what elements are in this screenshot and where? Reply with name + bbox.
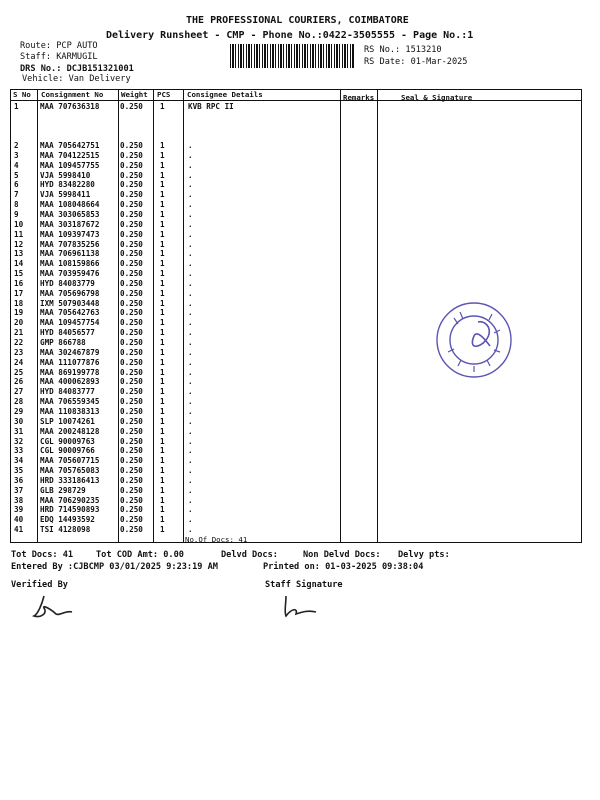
table-row xyxy=(10,328,210,338)
row-consignee-details: . xyxy=(188,505,193,515)
row-weight: 0.250 xyxy=(120,406,143,416)
row-pcs: 1 xyxy=(160,515,165,525)
col-divider xyxy=(377,89,378,543)
table-row xyxy=(10,259,210,269)
row-sno: 20 xyxy=(14,318,24,328)
table-row xyxy=(10,279,210,289)
row-consignment-no: MAA 706290235 xyxy=(40,495,100,505)
rs-number: RS No.: 1513210 xyxy=(364,45,442,55)
row-weight: 0.250 xyxy=(120,180,143,190)
row-pcs: 1 xyxy=(160,347,165,357)
row-pcs: 1 xyxy=(160,288,165,298)
row-sno: 28 xyxy=(14,397,24,407)
col-header-consignment: Consignment No xyxy=(41,90,104,99)
row-pcs: 1 xyxy=(160,150,165,160)
row-weight: 0.250 xyxy=(120,456,143,466)
table-row xyxy=(10,308,210,318)
total-docs: Tot Docs: 41 xyxy=(11,550,74,560)
staff-signature xyxy=(278,592,328,622)
row-sno: 16 xyxy=(14,278,24,288)
row-weight: 0.250 xyxy=(120,367,143,377)
table-row xyxy=(10,427,210,437)
row-consignment-no: HYD 84083777 xyxy=(40,387,95,397)
staff-label: Staff: KARMUGIL xyxy=(20,52,98,62)
row-pcs: 1 xyxy=(160,298,165,308)
row-weight: 0.250 xyxy=(120,357,143,367)
no-of-docs: No.Of Docs: 41 xyxy=(185,535,248,544)
row-pcs: 1 xyxy=(160,249,165,259)
delivered-docs: Delvd Docs: xyxy=(221,550,278,560)
row-consignment-no: MAA 705642751 xyxy=(40,141,100,150)
row-consignee-details: . xyxy=(188,278,193,288)
table-row xyxy=(10,180,210,190)
row-sno: 5 xyxy=(14,170,19,180)
row-consignee-details: . xyxy=(188,495,193,505)
table-row xyxy=(10,496,210,506)
row-consignee-details: . xyxy=(188,328,193,338)
row-consignment-no: MAA 869199778 xyxy=(40,367,100,377)
row-pcs: 1 xyxy=(160,505,165,515)
table-row xyxy=(10,230,210,240)
row-sno: 8 xyxy=(14,200,19,210)
route-label: Route: PCP AUTO xyxy=(20,41,98,51)
row-consignee-details: . xyxy=(188,269,193,279)
row-sno: 7 xyxy=(14,190,19,200)
company-name: THE PROFESSIONAL COURIERS, COIMBATORE xyxy=(186,15,409,26)
row-pcs: 1 xyxy=(160,436,165,446)
row-consignee-details: . xyxy=(188,170,193,180)
row-pcs: 1 xyxy=(160,456,165,466)
row-consignment-no: MAA 108159866 xyxy=(40,259,100,269)
row-consignee-details: . xyxy=(188,347,193,357)
row-consignee-details: . xyxy=(188,219,193,229)
row-weight: 0.250 xyxy=(120,387,143,397)
row-consignee-details: . xyxy=(188,298,193,308)
table-row xyxy=(10,368,210,378)
row-consignment-no: MAA 706961138 xyxy=(40,249,100,259)
row-weight: 0.250 xyxy=(120,475,143,485)
row-consignment-no: HYD 84056577 xyxy=(40,328,95,338)
row-pcs: 1 xyxy=(160,141,165,150)
row-weight: 0.250 xyxy=(120,436,143,446)
row-pcs: 1 xyxy=(160,357,165,367)
table-row xyxy=(10,141,210,151)
row-weight: 0.250 xyxy=(120,416,143,426)
row-sno: 36 xyxy=(14,475,24,485)
row-weight: 0.250 xyxy=(120,288,143,298)
row-consignee-details: . xyxy=(188,466,193,476)
row-sno: 3 xyxy=(14,150,19,160)
row-weight: 0.250 xyxy=(120,269,143,279)
row-sno: 10 xyxy=(14,219,24,229)
row-weight: 0.250 xyxy=(120,200,143,210)
row-consignment-no: MAA 303187672 xyxy=(40,219,100,229)
row-consignee-details: . xyxy=(188,377,193,387)
row-pcs: 1 xyxy=(160,525,165,535)
row-consignment-no: SLP 10074261 xyxy=(40,416,95,426)
row-sno: 2 xyxy=(14,141,19,150)
table-row xyxy=(10,437,210,447)
row-consignment-no: MAA 706559345 xyxy=(40,397,100,407)
row-sno: 37 xyxy=(14,485,24,495)
row-consignee-details: . xyxy=(188,515,193,525)
row-consignment-no: TSI 4128098 xyxy=(40,525,91,535)
row-consignment-no: GMP 866788 xyxy=(40,338,86,347)
row-sno: 34 xyxy=(14,456,24,466)
table-row xyxy=(10,358,210,368)
row-consignee-details: . xyxy=(188,288,193,298)
row-consignment-no: MAA 707636318 xyxy=(40,102,100,111)
row-consignment-no: MAA 400062893 xyxy=(40,377,100,387)
row-consignee-details: . xyxy=(188,436,193,446)
row-consignment-no: MAA 705642763 xyxy=(40,308,100,318)
table-row xyxy=(10,456,210,466)
row-pcs: 1 xyxy=(160,446,165,456)
row-weight: 0.250 xyxy=(120,446,143,456)
row-sno: 22 xyxy=(14,338,24,347)
row-consignee-details: . xyxy=(188,200,193,210)
row-pcs: 1 xyxy=(160,495,165,505)
row-weight: 0.250 xyxy=(120,466,143,476)
table-row xyxy=(10,387,210,397)
table-row xyxy=(10,171,210,181)
row-weight: 0.250 xyxy=(120,259,143,269)
row-sno: 23 xyxy=(14,347,24,357)
row-sno: 1 xyxy=(14,102,19,111)
row-pcs: 1 xyxy=(160,308,165,318)
row-pcs: 1 xyxy=(160,239,165,249)
table-row xyxy=(10,446,210,456)
row-weight: 0.250 xyxy=(120,347,143,357)
row-weight: 0.250 xyxy=(120,308,143,318)
table-row xyxy=(10,397,210,407)
table-row xyxy=(10,377,210,387)
row-weight: 0.250 xyxy=(120,190,143,200)
table-row xyxy=(10,515,210,525)
row-weight: 0.250 xyxy=(120,219,143,229)
row-consignment-no: GLB 298729 xyxy=(40,485,86,495)
row-pcs: 1 xyxy=(160,269,165,279)
row-pcs: 1 xyxy=(160,180,165,190)
row-sno: 19 xyxy=(14,308,24,318)
row-pcs: 1 xyxy=(160,229,165,239)
row-weight: 0.250 xyxy=(120,229,143,239)
row-weight: 0.250 xyxy=(120,278,143,288)
row-weight: 0.250 xyxy=(120,298,143,308)
row-consignment-no: MAA 703959476 xyxy=(40,269,100,279)
row-sno: 35 xyxy=(14,466,24,476)
row-sno: 24 xyxy=(14,357,24,367)
row-consignee-details: . xyxy=(188,180,193,190)
row-consignee-details: . xyxy=(188,367,193,377)
row-pcs: 1 xyxy=(160,318,165,328)
row-pcs: 1 xyxy=(160,377,165,387)
row-consignee-details: . xyxy=(188,259,193,269)
row-consignee-details: . xyxy=(188,150,193,160)
table-row xyxy=(10,476,210,486)
table-row xyxy=(10,318,210,328)
table-row xyxy=(10,161,210,171)
row-pcs: 1 xyxy=(160,200,165,210)
entered-by: Entered By :CJBCMP 03/01/2025 9:23:19 AM xyxy=(11,562,218,572)
table-row xyxy=(10,417,210,427)
row-sno: 9 xyxy=(14,209,19,219)
row-consignment-no: MAA 111077876 xyxy=(40,357,100,367)
table-row xyxy=(10,505,210,515)
row-weight: 0.250 xyxy=(120,239,143,249)
table-row xyxy=(10,407,210,417)
row-sno: 4 xyxy=(14,160,19,170)
row-sno: 32 xyxy=(14,436,24,446)
row-consignment-no: CGL 90009763 xyxy=(40,436,95,446)
row-pcs: 1 xyxy=(160,426,165,436)
row-consignment-no: HYD 83482280 xyxy=(40,180,95,190)
table-row xyxy=(10,289,210,299)
row-consignment-no: MAA 303065853 xyxy=(40,209,100,219)
row-sno: 18 xyxy=(14,298,24,308)
row-weight: 0.250 xyxy=(120,249,143,259)
row-weight: 0.250 xyxy=(120,141,143,150)
row-weight: 0.250 xyxy=(120,160,143,170)
row-consignee-details: . xyxy=(188,525,193,535)
row-consignee-details: . xyxy=(188,475,193,485)
table-row xyxy=(10,151,210,161)
rs-date: RS Date: 01-Mar-2025 xyxy=(364,57,468,67)
row-sno: 39 xyxy=(14,505,24,515)
table-row xyxy=(10,210,210,220)
row-pcs: 1 xyxy=(160,406,165,416)
row-pcs: 1 xyxy=(160,475,165,485)
row-consignee-details: . xyxy=(188,387,193,397)
table-row xyxy=(10,190,210,200)
row-sno: 6 xyxy=(14,180,19,190)
row-weight: 0.250 xyxy=(120,150,143,160)
row-weight: 0.250 xyxy=(120,485,143,495)
col-header-remarks: Remarks xyxy=(343,93,375,102)
row-pcs: 1 xyxy=(160,209,165,219)
row-sno: 40 xyxy=(14,515,24,525)
row-weight: 0.250 xyxy=(120,377,143,387)
row-pcs: 1 xyxy=(160,219,165,229)
row-consignment-no: VJA 5998410 xyxy=(40,170,91,180)
col-header-sno: S No xyxy=(13,90,31,99)
row-sno: 21 xyxy=(14,328,24,338)
row-pcs: 1 xyxy=(160,397,165,407)
row-sno: 27 xyxy=(14,387,24,397)
row-consignee-details: . xyxy=(188,318,193,328)
drs-number: DRS No.: DCJB151321001 xyxy=(20,64,134,74)
row-consignee-details: . xyxy=(188,426,193,436)
row-sno: 17 xyxy=(14,288,24,298)
col-header-pcs: PCS xyxy=(157,90,171,99)
row-consignment-no: EDQ 14493592 xyxy=(40,515,95,525)
barcode xyxy=(230,44,355,68)
table-row xyxy=(10,348,210,358)
row-pcs: 1 xyxy=(160,485,165,495)
row-consignee-details: . xyxy=(188,239,193,249)
row-consignee-details: . xyxy=(188,397,193,407)
row-pcs: 1 xyxy=(160,416,165,426)
runsheet-title: Delivery Runsheet - CMP - Phone No.:0422-3505555 - Page No.:1 xyxy=(106,30,474,41)
row-sno: 31 xyxy=(14,426,24,436)
delivery-points: Delvy pts: xyxy=(398,550,450,560)
row-consignment-no: MAA 707835256 xyxy=(40,239,100,249)
col-header-consignee: Consignee Details xyxy=(187,90,263,99)
row-weight: 0.250 xyxy=(120,505,143,515)
row-consignment-no: MAA 109397473 xyxy=(40,229,100,239)
row-pcs: 1 xyxy=(160,338,165,347)
row-consignee-details: . xyxy=(188,190,193,200)
col-header-seal: Seal & Signature xyxy=(401,93,473,102)
row-consignment-no: HRD 333186413 xyxy=(40,475,100,485)
row-sno: 26 xyxy=(14,377,24,387)
row-pcs: 1 xyxy=(160,328,165,338)
table-row xyxy=(10,338,210,348)
row-consignee-details: . xyxy=(188,209,193,219)
row-pcs: 1 xyxy=(160,367,165,377)
row-consignment-no: MAA 109457754 xyxy=(40,318,100,328)
verifier-signature xyxy=(30,592,80,622)
row-consignment-no: MAA 109457755 xyxy=(40,160,100,170)
row-consignee-details: KVB RPC II xyxy=(188,102,234,111)
row-sno: 30 xyxy=(14,416,24,426)
row-consignment-no: MAA 302467879 xyxy=(40,347,100,357)
col-divider xyxy=(340,89,341,543)
row-pcs: 1 xyxy=(160,278,165,288)
row-weight: 0.250 xyxy=(120,495,143,505)
row-consignment-no: IXM 507903448 xyxy=(40,298,100,308)
row-consignment-no: MAA 200248128 xyxy=(40,426,100,436)
row-sno: 33 xyxy=(14,446,24,456)
bank-seal-stamp xyxy=(434,300,514,380)
row-weight: 0.250 xyxy=(120,209,143,219)
table-row xyxy=(10,299,210,309)
row-sno: 11 xyxy=(14,229,24,239)
row-pcs: 1 xyxy=(160,190,165,200)
non-delivered-docs: Non Delvd Docs: xyxy=(303,550,381,560)
row-sno: 38 xyxy=(14,495,24,505)
table-row xyxy=(10,240,210,250)
table-row xyxy=(10,525,210,535)
row-weight: 0.250 xyxy=(120,426,143,436)
row-consignee-details: . xyxy=(188,416,193,426)
row-weight: 0.250 xyxy=(120,338,143,347)
row-sno: 25 xyxy=(14,367,24,377)
row-sno: 13 xyxy=(14,249,24,259)
vehicle-label: Vehicle: Van Delivery xyxy=(22,74,131,84)
header-divider xyxy=(10,100,582,101)
row-consignment-no: MAA 110838313 xyxy=(40,406,100,416)
row-consignment-no: MAA 705696798 xyxy=(40,288,100,298)
row-sno: 15 xyxy=(14,269,24,279)
row-consignee-details: . xyxy=(188,456,193,466)
verified-by-label: Verified By xyxy=(11,580,68,590)
row-weight: 0.250 xyxy=(120,328,143,338)
row-consignee-details: . xyxy=(188,485,193,495)
row-consignment-no: MAA 108048664 xyxy=(40,200,100,210)
row-pcs: 1 xyxy=(160,102,165,111)
table-row xyxy=(10,249,210,259)
table-row xyxy=(10,269,210,279)
row-pcs: 1 xyxy=(160,160,165,170)
row-weight: 0.250 xyxy=(120,318,143,328)
printed-on: Printed on: 01-03-2025 09:38:04 xyxy=(263,562,424,572)
row-weight: 0.250 xyxy=(120,102,143,111)
row-weight: 0.250 xyxy=(120,397,143,407)
row-consignee-details: . xyxy=(188,160,193,170)
staff-signature-label: Staff Signature xyxy=(265,580,343,590)
row-weight: 0.250 xyxy=(120,170,143,180)
row-weight: 0.250 xyxy=(120,515,143,525)
row-sno: 12 xyxy=(14,239,24,249)
row-sno: 29 xyxy=(14,406,24,416)
row-pcs: 1 xyxy=(160,387,165,397)
total-cod: Tot COD Amt: 0.00 xyxy=(96,550,184,560)
row-pcs: 1 xyxy=(160,466,165,476)
row-consignment-no: MAA 705765083 xyxy=(40,466,100,476)
table-row xyxy=(10,220,210,230)
row-consignment-no: MAA 705607715 xyxy=(40,456,100,466)
row-consignee-details: . xyxy=(188,406,193,416)
row-consignment-no: MAA 704122515 xyxy=(40,150,100,160)
row-weight: 0.250 xyxy=(120,525,143,535)
row-consignee-details: . xyxy=(188,249,193,259)
row-consignee-details: . xyxy=(188,141,193,150)
row-consignee-details: . xyxy=(188,357,193,367)
table-row xyxy=(10,486,210,496)
table-row xyxy=(10,200,210,210)
row-sno: 41 xyxy=(14,525,24,535)
row-consignee-details: . xyxy=(188,229,193,239)
row-pcs: 1 xyxy=(160,170,165,180)
row-consignment-no: HYD 84083779 xyxy=(40,278,95,288)
row-consignee-details: . xyxy=(188,338,193,347)
row-pcs: 1 xyxy=(160,259,165,269)
row-consignee-details: . xyxy=(188,308,193,318)
row-consignment-no: HRD 714590893 xyxy=(40,505,100,515)
row-consignment-no: CGL 90009766 xyxy=(40,446,95,456)
table-row xyxy=(10,466,210,476)
row-consignee-details: . xyxy=(188,446,193,456)
table-row xyxy=(10,102,234,112)
row-sno: 14 xyxy=(14,259,24,269)
col-header-weight: Weight xyxy=(121,90,148,99)
row-consignment-no: VJA 5998411 xyxy=(40,190,91,200)
